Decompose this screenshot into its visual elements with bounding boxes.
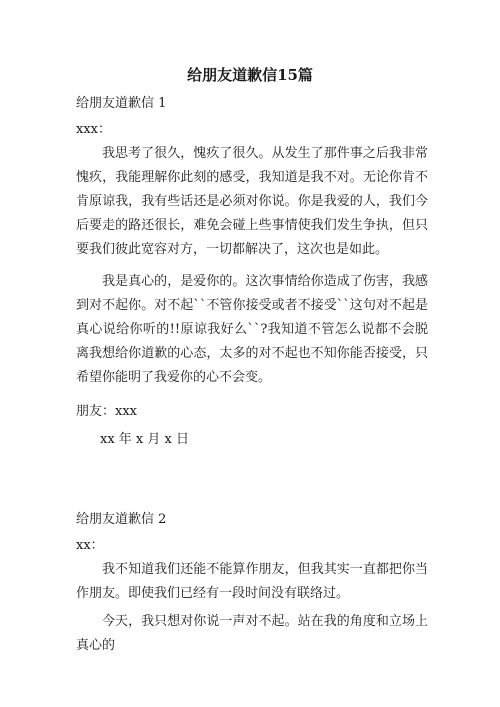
letter2-paragraph-2: 今天，我只想对你说一声对不起。站在我的角度和立场上真心的 bbox=[76, 614, 428, 653]
letter2-heading: 给朋友道歉信 2 bbox=[76, 512, 167, 527]
letter1-signature: 朋友：xxx bbox=[76, 404, 137, 419]
letter1-date: xx 年 x 月 x 日 bbox=[100, 432, 189, 447]
letter2-paragraph-1: 我不知道我们还能不能算作朋友，但我其实一直都把你当作朋友。即使我们已经有一段时间没有联络过。 bbox=[76, 562, 428, 601]
letter2-salutation: xx： bbox=[76, 538, 104, 553]
letter1-salutation: xxx： bbox=[76, 122, 111, 137]
letter1-paragraph-1: 我思考了很久，愧疚了很久。从发生了那件事之后我非常愧疚，我能理解你此刻的感受，我知道是我不对。无论你肯不肯原谅我，我有些话还是必须对你说。你是我爱的人，我们今后要走的路还很长，难免会碰上些事情使我们发生争执，但只要我们彼此宽容对方，一切都解决了，这次也是如此。 bbox=[76, 146, 428, 257]
letter1-heading: 给朋友道歉信 1 bbox=[76, 96, 167, 111]
letter1-paragraph-2: 我是真心的，是爱你的。这次事情给你造成了伤害，我感到对不起你。对不起``不管你接受或者不接受``这句对不起是真心说给你听的!!原谅我好么``?我知道不管怎么说都不会脱离我想给你道歉的心态，太多的对不起也不知你能否接受，只希望你能明了我爱你的心不会变。 bbox=[76, 274, 428, 385]
document-title: 给朋友道歉信15篇 bbox=[187, 66, 313, 84]
